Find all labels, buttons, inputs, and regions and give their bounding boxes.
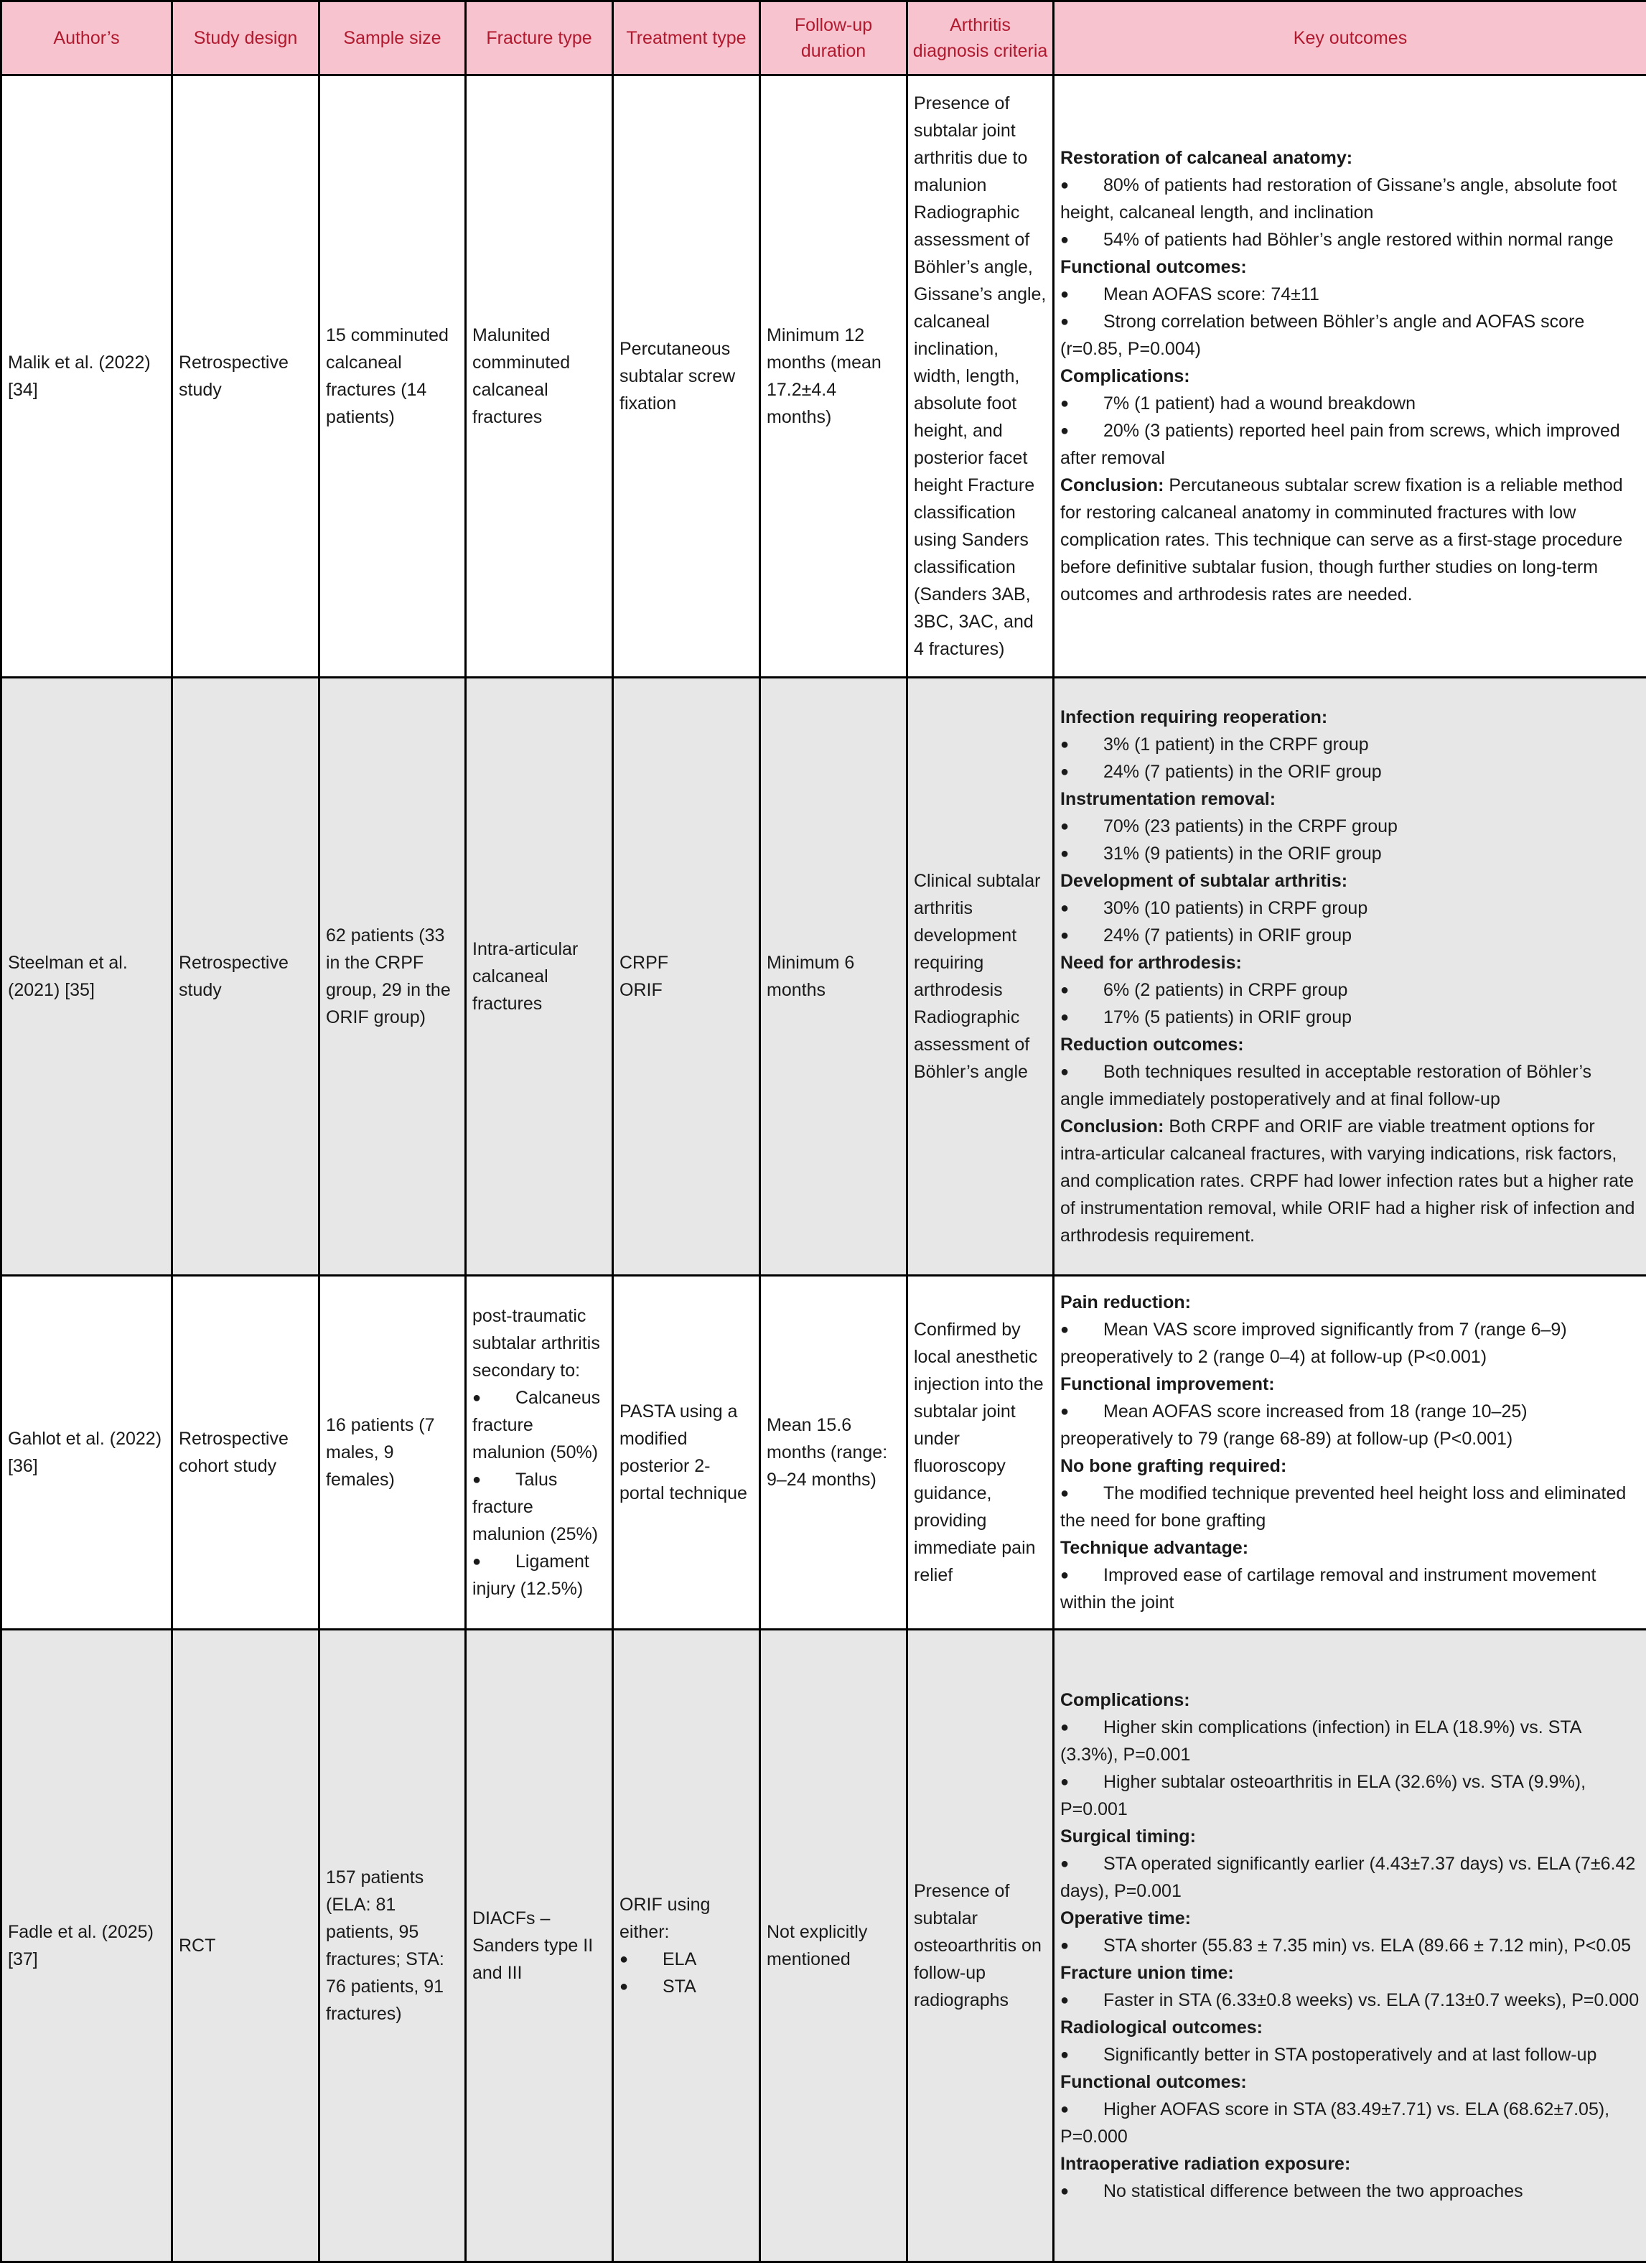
outcome-item: ● 7% (1 patient) had a wound breakdown — [1060, 390, 1640, 417]
outcome-item: ● 54% of patients had Böhler’s angle restored within normal range — [1060, 226, 1640, 253]
bullet-icon: ● — [1060, 396, 1070, 412]
bullet-icon: ● — [1060, 982, 1070, 999]
cell-criteria: Presence of subtalar joint arthritis due to malunion Radiographic assessment of Böhler’s angle, Gissane’s angle, calcaneal inclination, width, length, absolute foot height, and posterior facet height Fracture classification using Sanders classification (Sanders 3AB, 3BC, 3AC, and 4 fractures) — [907, 75, 1054, 678]
header-sample-size: Sample size — [319, 1, 466, 75]
cell-treatment — [613, 1629, 760, 2262]
outcome-item: ● Improved ease of cartilage removal and instrument movement within the joint — [1060, 1562, 1640, 1616]
cell-criteria: Confirmed by local anesthetic injection into the subtalar joint under fluoroscopy guidance, providing immediate pain relief — [907, 1276, 1054, 1630]
cell-fracture — [466, 1276, 613, 1630]
outcome-heading: Functional outcomes: — [1060, 2071, 1247, 2092]
cell-followup: Minimum 6 months — [760, 678, 907, 1276]
outcome-item: ● Mean AOFAS score: 74±11 — [1060, 281, 1640, 308]
cell-followup: Not explicitly mentioned — [760, 1629, 907, 2262]
outcome-item: ● 20% (3 patients) reported heel pain from screws, which improved after removal — [1060, 417, 1640, 472]
outcome-item: ● Higher skin complications (infection) in ELA (18.9%) vs. STA (3.3%), P=0.001 — [1060, 1714, 1640, 1768]
outcome-item: ● The modified technique prevented heel height loss and eliminated the need for bone grafting — [1060, 1480, 1640, 1534]
cell-followup: Minimum 12 months (mean 17.2±4.4 months) — [760, 75, 907, 678]
outcome-item: ● 17% (5 patients) in ORIF group — [1060, 1004, 1640, 1031]
outcome-item: ● 31% (9 patients) in the ORIF group — [1060, 840, 1640, 867]
bullet-icon: ● — [1060, 232, 1070, 248]
table-row — [1, 1629, 1646, 2262]
bullet-icon: ● — [1060, 764, 1070, 780]
bullet-icon: ● — [1060, 1404, 1070, 1419]
outcome-item: ● Mean VAS score improved significantly from 7 (range 6–9) preoperatively to 2 (range 0–4) at follow-up (P<0.001) — [1060, 1316, 1640, 1371]
bullet-icon: ● — [1060, 286, 1070, 303]
cell-author: Malik et al. (2022) [34] — [1, 75, 172, 678]
outcome-heading: Restoration of calcaneal anatomy: — [1060, 148, 1353, 169]
header-follow-up: Follow-up duration — [760, 1, 907, 75]
outcome-heading: Surgical timing: — [1060, 1826, 1196, 1847]
outcome-heading: Need for arthrodesis: — [1060, 953, 1242, 974]
treatment-intro: ORIF using either: — [619, 1894, 711, 1942]
cell-outcomes — [1054, 1629, 1646, 2262]
bullet-icon: ● — [1060, 2183, 1070, 2199]
cell-author: Fadle et al. (2025) [37] — [1, 1629, 172, 2262]
treatment-item: ● ELA — [619, 1946, 753, 1973]
bullet-icon: ● — [1060, 1009, 1070, 1026]
outcome-heading: No bone grafting required: — [1060, 1456, 1287, 1476]
table-row — [1, 75, 1646, 678]
cell-design: Retrospective study — [172, 75, 319, 678]
bullet-icon: ● — [1060, 846, 1070, 862]
bullet-icon: ● — [1060, 1937, 1070, 1954]
outcome-heading: Complications: — [1060, 1689, 1190, 1710]
treatment-line: ORIF — [619, 980, 663, 1001]
outcome-item: ● Both techniques resulted in acceptable restoration of Böhler’s angle immediately postoperatively and at final follow-up — [1060, 1058, 1640, 1113]
outcome-heading: Complications: — [1060, 366, 1190, 387]
header-key-outcomes: Key outcomes — [1054, 1, 1646, 75]
bullet-icon: ● — [1060, 1064, 1070, 1081]
bullet-icon: ● — [1060, 177, 1070, 194]
outcome-item: ● 24% (7 patients) in the ORIF group — [1060, 758, 1640, 785]
outcome-heading: Functional outcomes: — [1060, 257, 1247, 278]
outcome-heading: Development of subtalar arthritis: — [1060, 871, 1348, 892]
table-row — [1, 1276, 1646, 1630]
treatment-item: ● STA — [619, 1973, 753, 2000]
bullet-icon: ● — [1060, 900, 1070, 917]
outcome-item: ● 80% of patients had restoration of Gissane’s angle, absolute foot height, calcaneal length, and inclination — [1060, 172, 1640, 226]
outcome-heading: Technique advantage: — [1060, 1538, 1249, 1558]
outcome-heading: Functional improvement: — [1060, 1374, 1275, 1394]
cell-outcomes — [1054, 75, 1646, 678]
bullet-icon: ● — [1060, 818, 1070, 835]
outcome-heading: Intraoperative radiation exposure: — [1060, 2153, 1351, 2174]
cell-sample: 16 patients (7 males, 9 females) — [319, 1276, 466, 1630]
outcome-item: ● Strong correlation between Böhler’s angle and AOFAS score (r=0.85, P=0.004) — [1060, 308, 1640, 363]
outcome-item: ● 3% (1 patient) in the CRPF group — [1060, 731, 1640, 758]
cell-design: Retrospective cohort study — [172, 1276, 319, 1630]
outcome-item: ● 6% (2 patients) in CRPF group — [1060, 976, 1640, 1004]
header-study-design: Study design — [172, 1, 319, 75]
cell-treatment — [613, 678, 760, 1276]
bullet-icon: ● — [472, 1554, 482, 1569]
bullet-icon: ● — [1060, 1719, 1070, 1735]
bullet-icon: ● — [619, 1978, 629, 1994]
bullet-icon: ● — [619, 1951, 629, 1967]
cell-followup: Mean 15.6 months (range: 9–24 months) — [760, 1276, 907, 1630]
header-author: Author’s — [1, 1, 172, 75]
cell-fracture: Intra-articular calcaneal fractures — [466, 678, 613, 1276]
cell-author: Gahlot et al. (2022) [36] — [1, 1276, 172, 1630]
outcome-item: ● Mean AOFAS score increased from 18 (range 10–25) preoperatively to 79 (range 68-89) at follow-up (P<0.001) — [1060, 1398, 1640, 1452]
cell-design: RCT — [172, 1629, 319, 2262]
bullet-icon: ● — [1060, 1485, 1070, 1501]
fracture-item: ● Calcaneus fracture malunion (50%) — [472, 1384, 606, 1466]
cell-design: Retrospective study — [172, 678, 319, 1276]
outcome-heading: Operative time: — [1060, 1908, 1192, 1928]
cell-fracture: DIACFs – Sanders type II and III — [466, 1629, 613, 2262]
outcome-item: ● STA shorter (55.83 ± 7.35 min) vs. ELA (89.66 ± 7.12 min), P<0.05 — [1060, 1932, 1640, 1959]
header-treatment-type: Treatment type — [613, 1, 760, 75]
cell-sample: 157 patients (ELA: 81 patients, 95 fractures; STA: 76 patients, 91 fractures) — [319, 1629, 466, 2262]
conclusion: Conclusion: Both CRPF and ORIF are viable treatment options for intra-articular calcaneal fractures, with varying indications, risk factors, and complication rates. CRPF had lower infection rates but a higher rate of instrumentation removal, while ORIF had a higher risk of infection and arthrodesis requirement. — [1060, 1116, 1635, 1246]
bullet-icon: ● — [1060, 2046, 1070, 2063]
cell-fracture: Malunited comminuted calcaneal fractures — [466, 75, 613, 678]
cell-sample: 62 patients (33 in the CRPF group, 29 in the ORIF group) — [319, 678, 466, 1276]
bullet-icon: ● — [1060, 1773, 1070, 1790]
bullet-icon: ● — [472, 1472, 482, 1488]
bullet-icon: ● — [1060, 314, 1070, 330]
outcome-item: ● Higher AOFAS score in STA (83.49±7.71) vs. ELA (68.62±7.05), P=0.000 — [1060, 2096, 1640, 2150]
outcome-heading: Fracture union time: — [1060, 1962, 1234, 1983]
outcome-heading: Infection requiring reoperation: — [1060, 707, 1328, 728]
outcome-heading: Reduction outcomes: — [1060, 1035, 1244, 1055]
outcome-item: ● No statistical difference between the two approaches — [1060, 2178, 1640, 2205]
outcome-heading: Instrumentation removal: — [1060, 789, 1276, 810]
bullet-icon: ● — [472, 1390, 482, 1406]
bullet-icon: ● — [1060, 1322, 1070, 1338]
outcome-item: ● STA operated significantly earlier (4.43±7.37 days) vs. ELA (7±6.42 days), P=0.001 — [1060, 1850, 1640, 1905]
table-row — [1, 678, 1646, 1276]
cell-criteria: Presence of subtalar osteoarthritis on follow-up radiographs — [907, 1629, 1054, 2262]
outcome-heading: Pain reduction: — [1060, 1292, 1191, 1312]
outcome-item: ● 24% (7 patients) in ORIF group — [1060, 922, 1640, 949]
outcome-item: ● Higher subtalar osteoarthritis in ELA (32.6%) vs. STA (9.9%), P=0.001 — [1060, 1768, 1640, 1823]
bullet-icon: ● — [1060, 423, 1070, 439]
fracture-intro: post-traumatic subtalar arthritis secondary to: — [472, 1306, 600, 1381]
fracture-item: ● Talus fracture malunion (25%) — [472, 1466, 606, 1548]
bullet-icon: ● — [1060, 2101, 1070, 2117]
conclusion: Conclusion: Percutaneous subtalar screw fixation is a reliable method for restoring calcaneal anatomy in comminuted fractures with low complication rates. This technique can serve as a first-stage procedure before definitive subtalar fusion, though further studies on long-term outcomes and arthrodesis rates are needed. — [1060, 475, 1623, 605]
outcome-item: ● Faster in STA (6.33±0.8 weeks) vs. ELA (7.13±0.7 weeks), P=0.000 — [1060, 1987, 1640, 2014]
bullet-icon: ● — [1060, 737, 1070, 753]
header-row — [1, 1, 1646, 75]
header-fracture-type: Fracture type — [466, 1, 613, 75]
bullet-icon: ● — [1060, 928, 1070, 944]
bullet-icon: ● — [1060, 1992, 1070, 2008]
outcome-item: ● 30% (10 patients) in CRPF group — [1060, 895, 1640, 922]
treatment-line: CRPF — [619, 953, 669, 974]
cell-sample: 15 comminuted calcaneal fractures (14 patients) — [319, 75, 466, 678]
bullet-icon: ● — [1060, 1567, 1070, 1583]
cell-treatment: PASTA using a modified posterior 2-portal technique — [613, 1276, 760, 1630]
cell-author: Steelman et al. (2021) [35] — [1, 678, 172, 1276]
outcome-heading: Radiological outcomes: — [1060, 2017, 1263, 2038]
cell-treatment: Percutaneous subtalar screw fixation — [613, 75, 760, 678]
bullet-icon: ● — [1060, 1855, 1070, 1872]
header-arthritis-criteria: Arthritis diagnosis criteria — [907, 1, 1054, 75]
cell-criteria: Clinical subtalar arthritis development requiring arthrodesis Radiographic assessment of Böhler’s angle — [907, 678, 1054, 1276]
fracture-item: ● Ligament injury (12.5%) — [472, 1548, 606, 1602]
outcome-item: ● 70% (23 patients) in the CRPF group — [1060, 813, 1640, 840]
cell-outcomes — [1054, 678, 1646, 1276]
cell-outcomes — [1054, 1276, 1646, 1630]
outcome-item: ● Significantly better in STA postoperatively and at last follow-up — [1060, 2041, 1640, 2068]
